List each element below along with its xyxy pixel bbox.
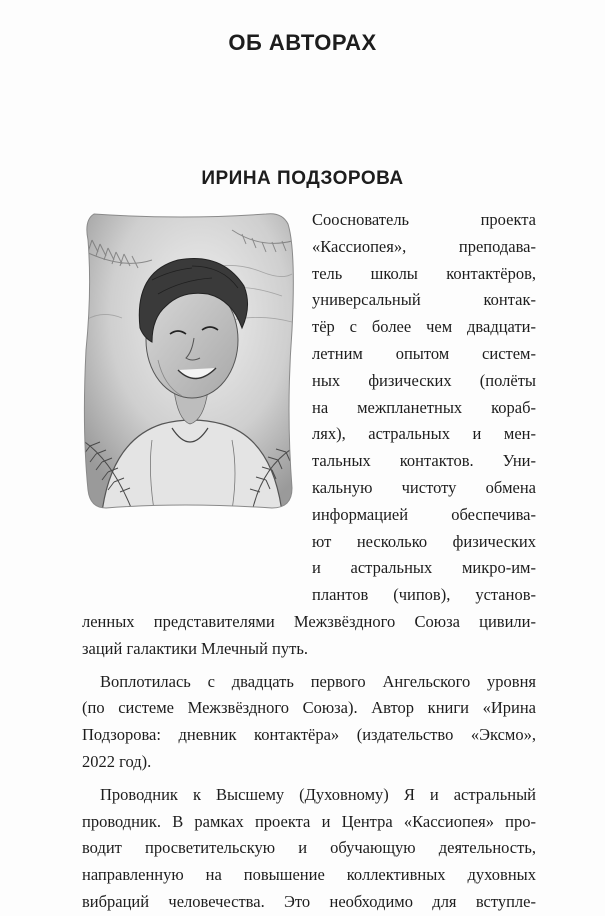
bio-line: тель школы контактёров,: [312, 263, 536, 283]
author-name: ИРИНА ПОДЗОРОВА: [201, 168, 404, 189]
bio-line: летним опытом систем-: [312, 343, 536, 363]
bio-line: ленных представителями Межзвёздного Союза цивили-: [82, 611, 536, 631]
bio-line: тёр с более чем двадцати-: [312, 317, 536, 337]
bio-line: направленную на повышение коллективных духовных: [82, 865, 536, 885]
bio-line: Проводник к Высшему (Духовному) Я и астральный: [100, 784, 536, 804]
bio-line: заций галактики Млечный путь.: [82, 638, 308, 658]
bio-line: кальную чистоту обмена: [312, 477, 536, 497]
bio-line: универсальный контак-: [312, 290, 536, 310]
bio-line: ных физических (полёты: [312, 370, 536, 390]
bio-line: 2022 год).: [82, 751, 152, 771]
bio-line: информацией обеспечива-: [312, 504, 536, 524]
bio-line: Воплотилась с двадцать первого Ангельского уровня: [100, 671, 536, 691]
bio-line: «Кассиопея», преподава-: [312, 236, 536, 256]
bio-line: (по системе Межзвёздного Союза). Автор книги «Ирина: [82, 698, 536, 718]
page-heading: ОБ АВТОРАХ: [228, 30, 377, 55]
bio-line: и астральных микро-им-: [312, 558, 536, 578]
bio-line: Подзорова: дневник контактёра» (издательство «Эксмо»,: [82, 725, 536, 745]
author-bio: [82, 207, 536, 916]
bio-line: тальных контактов. Уни-: [312, 451, 536, 471]
bio-line: на межпланетных кораб-: [312, 397, 536, 417]
bio-line: Сооснователь проекта: [312, 210, 536, 229]
bio-line: водит просветительскую и обучающую деятельность,: [82, 838, 536, 858]
bio-line: плантов (чипов), установ-: [312, 585, 536, 605]
bio-line: лях), астральных и мен-: [312, 424, 536, 444]
bio-line: вибраций человечества. Это необходимо для вступле-: [82, 891, 536, 911]
bio-line: проводник. В рамках проекта и Центра «Кассиопея» про-: [82, 811, 536, 831]
bio-line: ют несколько физических: [312, 531, 536, 551]
